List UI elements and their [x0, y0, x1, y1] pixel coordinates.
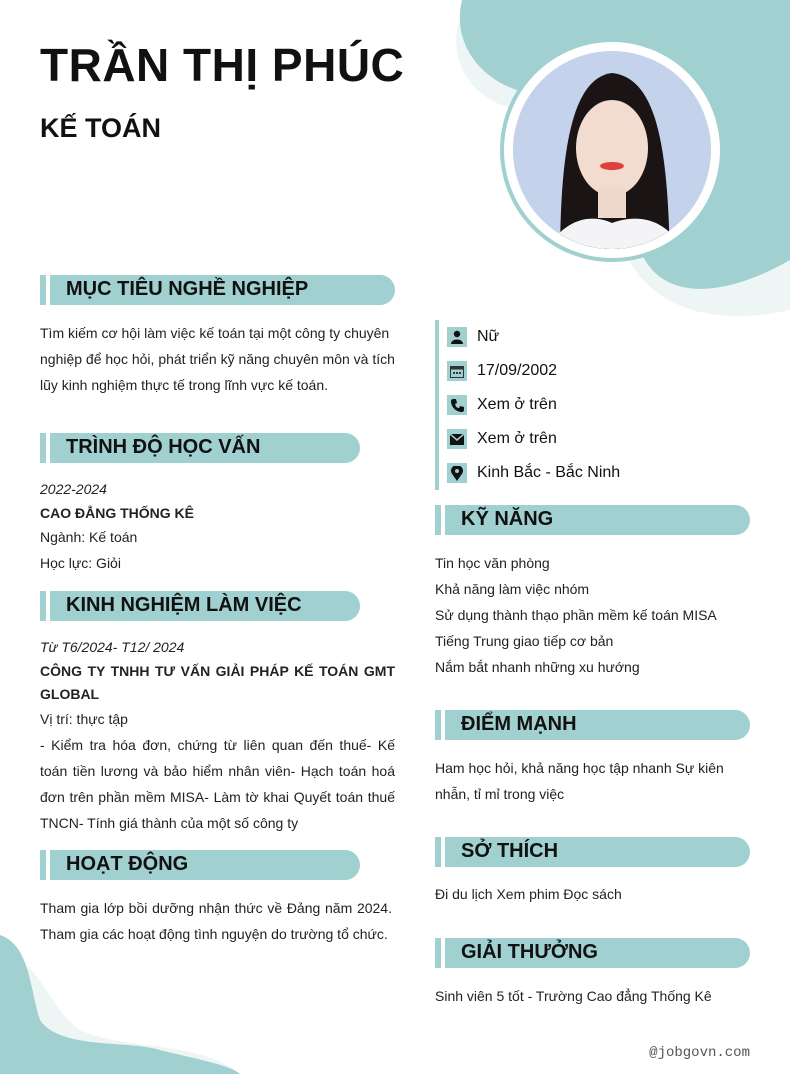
- education-major: Ngành: Kế toán: [40, 529, 138, 545]
- info-gender: [447, 320, 620, 354]
- experience-period: Từ T6/2024- T12/ 2024: [40, 639, 185, 655]
- info-email: [447, 422, 620, 456]
- job-title: KẾ TOÁN: [40, 113, 162, 143]
- section-header-experience: [40, 591, 360, 621]
- watermark: @jobgovn.com: [649, 1045, 750, 1061]
- awards-text: Sinh viên 5 tốt - Trường Cao đẳng Thống Kê: [435, 988, 712, 1004]
- section-header-objective: [40, 275, 395, 305]
- skill-item: Tiếng Trung giao tiếp cơ bản: [435, 633, 614, 649]
- hobbies-text: Đi du lịch Xem phim Đọc sách: [435, 886, 622, 902]
- calendar-icon: [447, 361, 467, 381]
- section-title: GIẢI THƯỞNG: [461, 941, 598, 963]
- section-title: HOẠT ĐỘNG: [66, 853, 189, 875]
- activities-text: Tham gia lớp bồi dưỡng nhận thức về Đảng năm 2024. Tham gia các hoạt động tình nguyện do trường tổ chức.: [40, 900, 392, 942]
- section-title: SỞ THÍCH: [461, 840, 559, 862]
- info-phone: [447, 388, 620, 422]
- location-icon: [447, 463, 467, 483]
- experience-position: Vị trí: thực tập: [40, 711, 128, 727]
- phone-icon: [447, 395, 467, 415]
- personal-info: [435, 320, 620, 490]
- info-value: Xem ở trên: [477, 396, 557, 413]
- section-title: KINH NGHIỆM LÀM VIỆC: [66, 594, 302, 616]
- education-period: 2022-2024: [40, 481, 107, 497]
- info-value: Kinh Bắc - Bắc Ninh: [477, 464, 621, 481]
- mail-icon: [447, 429, 467, 449]
- section-header-hobbies: [435, 837, 750, 867]
- skill-item: Sử dụng thành thạo phần mềm kế toán MISA: [435, 607, 717, 623]
- info-birthday: [447, 354, 620, 388]
- objective-text: Tìm kiếm cơ hội làm việc kế toán tại một công ty chuyên nghiệp để học hỏi, phát triển kỹ năng chuyên môn và tích lũy kinh nghiệm thực tế trong lĩnh vực kế toán.: [40, 325, 395, 393]
- candidate-name: TRẦN THỊ PHÚC: [40, 39, 405, 91]
- skills-list: [435, 550, 755, 680]
- section-title: KỸ NĂNG: [461, 508, 554, 530]
- section-title: MỤC TIÊU NGHỀ NGHIỆP: [66, 278, 309, 300]
- info-value: Nữ: [477, 328, 500, 345]
- info-value: 17/09/2002: [477, 362, 558, 379]
- info-value: Xem ở trên: [477, 430, 557, 447]
- section-header-awards: [435, 938, 750, 968]
- education-school: CAO ĐẲNG THỐNG KÊ: [40, 505, 194, 521]
- info-address: [447, 456, 620, 490]
- skill-item: Tin học văn phòng: [435, 555, 550, 571]
- section-header-skills: [435, 505, 750, 535]
- section-header-strengths: [435, 710, 750, 740]
- experience-description: - Kiểm tra hóa đơn, chứng từ liên quan đến thuế- Kế toán tiền lương và bảo hiểm nhân viên- Hạch toán hoá đơn trên phần mềm MISA- Làm tờ khai Quyết toán thuế TNCN- Tính giá thành của một số công ty: [40, 737, 395, 831]
- section-header-activities: [40, 850, 360, 880]
- experience-company: CÔNG TY TNHH TƯ VẤN GIẢI PHÁP KẾ TOÁN GMT GLOBAL: [40, 663, 395, 702]
- education-grade: Học lực: Giỏi: [40, 555, 121, 571]
- profile-photo: [500, 38, 724, 262]
- section-title: TRÌNH ĐỘ HỌC VẤN: [66, 436, 261, 458]
- strengths-text: Ham học hỏi, khả năng học tập nhanh Sự kiên nhẫn, tỉ mỉ trong việc: [435, 760, 724, 802]
- section-title: ĐIỂM MẠNH: [461, 713, 577, 735]
- skill-item: Khả năng làm việc nhóm: [435, 581, 590, 597]
- skill-item: Nắm bắt nhanh những xu hướng: [435, 659, 640, 675]
- person-icon: [447, 327, 467, 347]
- section-header-education: [40, 433, 360, 463]
